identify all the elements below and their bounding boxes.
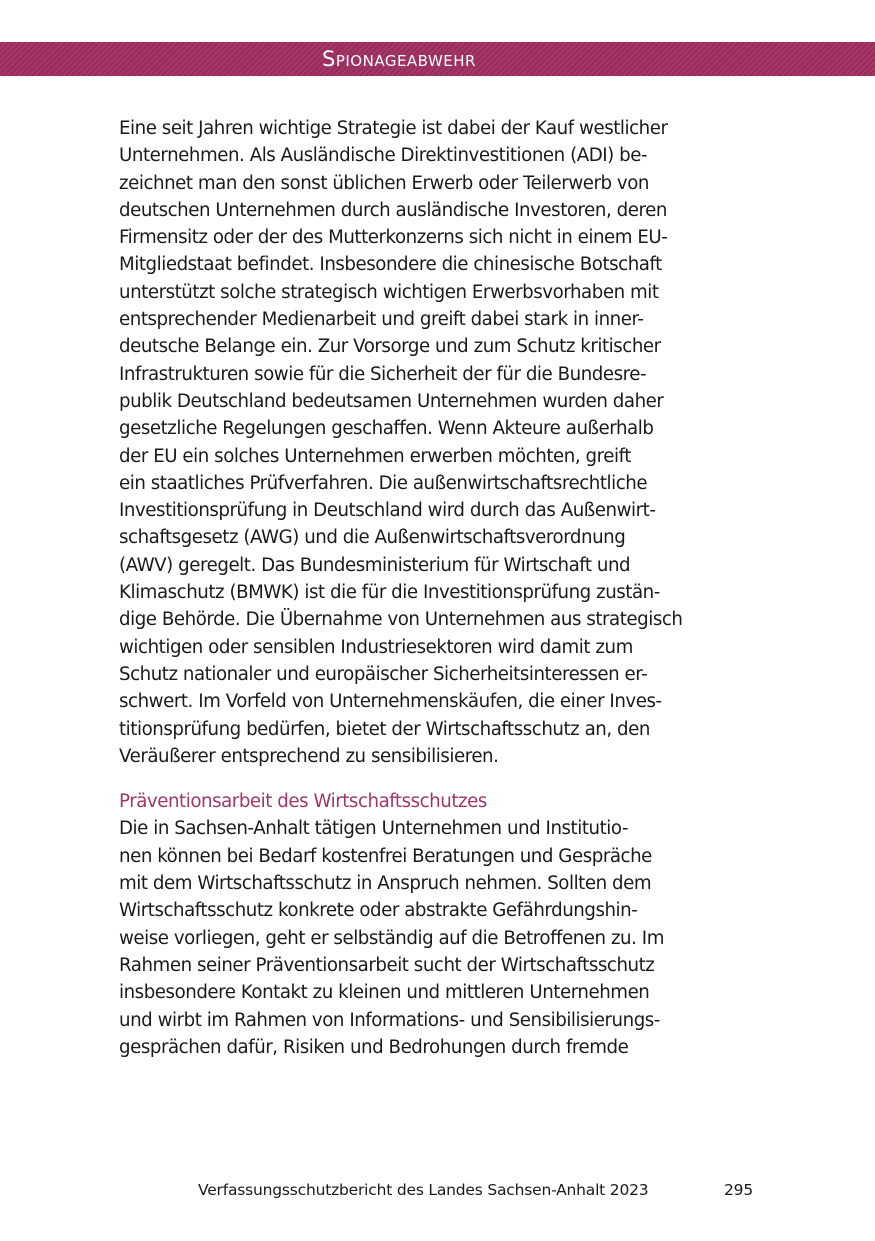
text-line: mit dem Wirtschaftsschutz in Anspruch nehmen. Sollten dem	[119, 873, 652, 895]
text-line: gesetzliche Regelungen geschaffen. Wenn Akteure außerhalb	[119, 418, 654, 440]
text-line: Infrastrukturen sowie für die Sicherheit der für die Bundesre-	[119, 363, 647, 385]
text-line: Rahmen seiner Präventionsarbeit sucht der Wirtschaftsschutz	[119, 954, 655, 976]
footer-title: Verfassungsschutzbericht des Landes Sachsen-Anhalt 2023	[198, 1181, 649, 1199]
text-line: (AWV) geregelt. Das Bundesministerium für Wirtschaft und	[119, 554, 631, 576]
text-line: deutsche Belange ein. Zur Vorsorge und zum Schutz kritischer	[119, 336, 661, 358]
page-footer	[0, 1181, 875, 1205]
text-line: Klimaschutz (BMWK) ist die für die Investitionsprüfung zustän-	[119, 582, 660, 604]
text-line: Unternehmen. Als Ausländische Direktinvestitionen (ADI) be-	[119, 145, 648, 167]
text-line: Veräußerer entsprechend zu sensibilisieren.	[119, 745, 499, 767]
text-line: schwert. Im Vorfeld von Unternehmenskäufen, die einer Inves-	[119, 691, 662, 713]
section-title: Spionageabwehr	[322, 47, 476, 71]
page-number: 295	[724, 1181, 753, 1199]
text-line: Eine seit Jahren wichtige Strategie ist dabei der Kauf westlicher	[119, 118, 668, 139]
text-line: Firmensitz oder der des Mutterkonzerns sich nicht in einem EU-	[119, 227, 668, 249]
text-line: titionsprüfung bedürfen, bietet der Wirtschaftsschutz an, den	[119, 718, 650, 740]
section-header-bar	[0, 42, 875, 76]
text-line: insbesondere Kontakt zu kleinen und mittleren Unternehmen	[119, 982, 650, 1004]
text-line: Die in Sachsen-Anhalt tätigen Unternehmen und Institutio-	[119, 818, 628, 840]
text-line: entsprechender Medienarbeit und greift dabei stark in inner-	[119, 309, 644, 331]
text-line: Schutz nationaler und europäischer Sicherheitsinteressen er-	[119, 663, 648, 685]
text-line: publik Deutschland bedeutsamen Unternehmen wurden daher	[119, 390, 664, 412]
text-line: ein staatliches Prüfverfahren. Die außenwirtschaftsrechtliche	[119, 472, 648, 494]
text-line: gesprächen dafür, Risiken und Bedrohungen durch fremde	[119, 1036, 629, 1058]
text-line: der EU ein solches Unternehmen erwerben möchten, greift	[119, 445, 631, 467]
text-line: schaftsgesetz (AWG) und die Außenwirtschaftsverordnung	[119, 527, 626, 549]
text-line: zeichnet man den sonst üblichen Erwerb oder Teilerwerb von	[119, 172, 650, 194]
text-line: Wirtschaftsschutz konkrete oder abstrakte Gefährdungshin-	[119, 900, 638, 922]
paragraph-prevention	[119, 815, 759, 1061]
text-line: weise vorliegen, geht er selbständig auf die Betroffenen zu. Im	[119, 927, 664, 949]
text-line: wichtigen oder sensiblen Industriesektoren wird damit zum	[119, 636, 633, 658]
subheading: Präventionsarbeit des Wirtschaftsschutzes	[119, 791, 487, 813]
main-content	[119, 115, 759, 1061]
text-line: dige Behörde. Die Übernahme von Unternehmen aus strategisch	[119, 609, 683, 631]
text-line: unterstützt solche strategisch wichtigen Erwerbsvorhaben mit	[119, 281, 659, 303]
text-line: deutschen Unternehmen durch ausländische Investoren, deren	[119, 199, 667, 221]
paragraph-adi	[119, 115, 759, 770]
text-line: nen können bei Bedarf kostenfrei Beratungen und Gespräche	[119, 845, 652, 867]
text-line: Mitgliedstaat befindet. Insbesondere die chinesische Botschaft	[119, 254, 662, 276]
text-line: Investitionsprüfung in Deutschland wird durch das Außenwirt-	[119, 500, 656, 522]
text-line: und wirbt im Rahmen von Informations- und Sensibilisierungs-	[119, 1009, 660, 1031]
